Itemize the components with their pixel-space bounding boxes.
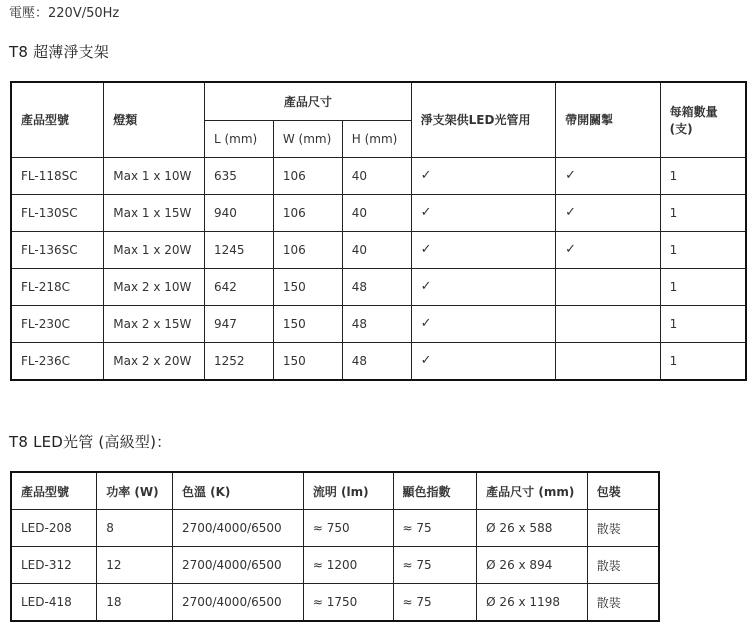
cell-led-check: ✓ — [411, 305, 555, 342]
section-title-bracket: T8 超薄淨支架 — [9, 43, 110, 61]
cell-qty: 1 — [660, 157, 746, 194]
cell-lamp: Max 1 x 15W — [104, 194, 205, 231]
header-switch: 帶開關掣 — [556, 82, 661, 157]
cell-w: 106 — [273, 194, 342, 231]
cell-lumen: ≈ 1200 — [303, 547, 393, 584]
cell-h: 48 — [342, 342, 411, 380]
cell-size: Ø 26 x 588 — [477, 510, 588, 547]
header-led-tube: 淨支架供LED光管用 — [411, 82, 555, 157]
cell-switch-check: ✓ — [556, 157, 661, 194]
cell-l: 947 — [204, 305, 273, 342]
cell-qty: 1 — [660, 305, 746, 342]
cell-cri: ≈ 75 — [393, 510, 477, 547]
cell-lamp: Max 1 x 20W — [104, 231, 205, 268]
cell-l: 642 — [204, 268, 273, 305]
header-power: 功率 (W) — [97, 472, 173, 510]
cell-lamp: Max 2 x 20W — [104, 342, 205, 380]
voltage-info: 電壓：220V/50Hz — [9, 6, 120, 21]
cell-pack: 散裝 — [587, 547, 659, 584]
header-size: 產品尺寸 — [204, 82, 411, 120]
table-row — [11, 231, 746, 268]
cell-h: 40 — [342, 231, 411, 268]
header-model: 產品型號 — [11, 472, 97, 510]
cell-w: 150 — [273, 268, 342, 305]
table-row — [11, 157, 746, 194]
header-w: W (mm) — [273, 120, 342, 157]
cell-w: 106 — [273, 231, 342, 268]
table-header-row — [11, 82, 746, 120]
cell-led-check: ✓ — [411, 231, 555, 268]
cell-lumen: ≈ 750 — [303, 510, 393, 547]
header-pack: 包裝 — [587, 472, 659, 510]
table-row — [11, 547, 659, 584]
header-l: L (mm) — [204, 120, 273, 157]
cell-cri: ≈ 75 — [393, 584, 477, 622]
table-row — [11, 510, 659, 547]
header-size: 產品尺寸 (mm) — [477, 472, 588, 510]
cell-w: 106 — [273, 157, 342, 194]
cell-h: 40 — [342, 157, 411, 194]
table-row — [11, 268, 746, 305]
section-title-led-tube: T8 LED光管 (高級型)： — [9, 433, 172, 451]
cell-qty: 1 — [660, 268, 746, 305]
cell-cri: ≈ 75 — [393, 547, 477, 584]
header-model: 產品型號 — [11, 82, 104, 157]
cell-led-check: ✓ — [411, 268, 555, 305]
bracket-spec-table — [10, 81, 747, 381]
table-header-row — [11, 472, 659, 510]
cell-h: 48 — [342, 268, 411, 305]
cell-size: Ø 26 x 1198 — [477, 584, 588, 622]
cell-l: 940 — [204, 194, 273, 231]
cell-lamp: Max 1 x 10W — [104, 157, 205, 194]
cell-switch-check — [556, 342, 661, 380]
cell-switch-check — [556, 305, 661, 342]
cell-cct: 2700/4000/6500 — [172, 547, 303, 584]
cell-power: 18 — [97, 584, 173, 622]
led-tube-spec-table — [10, 471, 660, 622]
header-lumen: 流明 (lm) — [303, 472, 393, 510]
cell-l: 1245 — [204, 231, 273, 268]
header-h: H (mm) — [342, 120, 411, 157]
cell-switch-check: ✓ — [556, 194, 661, 231]
cell-model: LED-312 — [11, 547, 97, 584]
header-cct: 色溫 (K) — [172, 472, 303, 510]
cell-switch-check — [556, 268, 661, 305]
cell-model: FL-230C — [11, 305, 104, 342]
cell-model: FL-136SC — [11, 231, 104, 268]
cell-power: 12 — [97, 547, 173, 584]
cell-h: 40 — [342, 194, 411, 231]
cell-h: 48 — [342, 305, 411, 342]
table-row — [11, 305, 746, 342]
cell-model: LED-208 — [11, 510, 97, 547]
cell-qty: 1 — [660, 231, 746, 268]
cell-model: FL-130SC — [11, 194, 104, 231]
cell-power: 8 — [97, 510, 173, 547]
cell-led-check: ✓ — [411, 157, 555, 194]
cell-l: 635 — [204, 157, 273, 194]
cell-switch-check: ✓ — [556, 231, 661, 268]
cell-w: 150 — [273, 342, 342, 380]
cell-l: 1252 — [204, 342, 273, 380]
cell-pack: 散裝 — [587, 584, 659, 622]
table-row — [11, 584, 659, 622]
cell-qty: 1 — [660, 342, 746, 380]
cell-w: 150 — [273, 305, 342, 342]
header-per-box: 每箱數量 (支) — [660, 82, 746, 157]
cell-lumen: ≈ 1750 — [303, 584, 393, 622]
cell-cct: 2700/4000/6500 — [172, 584, 303, 622]
cell-qty: 1 — [660, 194, 746, 231]
table-row — [11, 194, 746, 231]
cell-cct: 2700/4000/6500 — [172, 510, 303, 547]
header-lamp: 燈類 — [104, 82, 205, 157]
cell-lamp: Max 2 x 15W — [104, 305, 205, 342]
header-cri: 顯色指數 — [393, 472, 477, 510]
table-row — [11, 342, 746, 380]
cell-model: FL-218C — [11, 268, 104, 305]
cell-pack: 散裝 — [587, 510, 659, 547]
cell-model: FL-236C — [11, 342, 104, 380]
cell-led-check: ✓ — [411, 342, 555, 380]
cell-lamp: Max 2 x 10W — [104, 268, 205, 305]
cell-led-check: ✓ — [411, 194, 555, 231]
cell-model: LED-418 — [11, 584, 97, 622]
cell-size: Ø 26 x 894 — [477, 547, 588, 584]
cell-model: FL-118SC — [11, 157, 104, 194]
